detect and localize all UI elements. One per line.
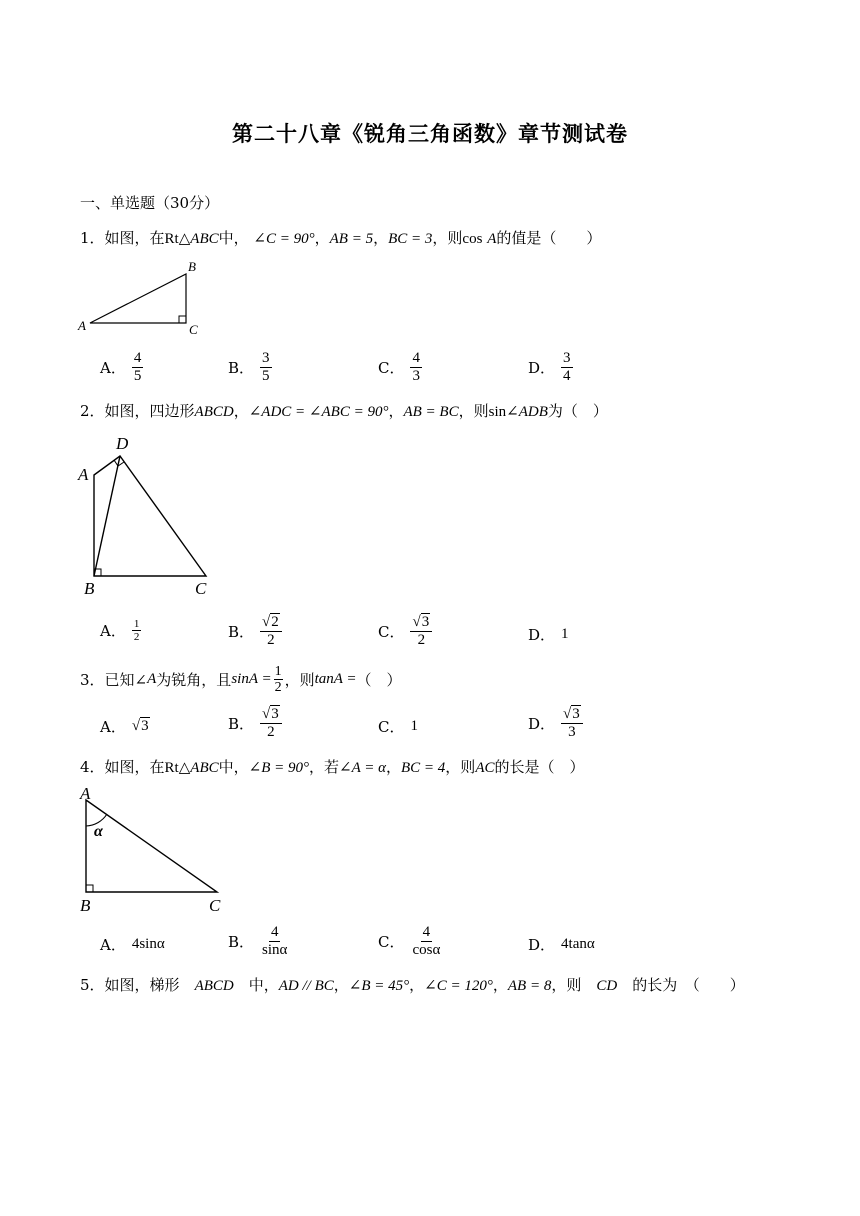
triangle-abc [86,800,217,892]
angle-label-alpha: α [94,823,103,840]
q4-option-b[interactable]: B． $\frac{4}{\sin\alpha}$ [228,924,288,958]
q2-option-b[interactable]: B． $\frac{√2}{2}$ [228,614,282,649]
triangle-abc [90,274,186,323]
q2-option-d[interactable]: D． 1 [528,626,569,644]
question-5-text: 5．如图，梯形 ABCD 中，AD // BC，∠B = 45°，∠C = 120°，AB = 8，则 CD 的长为 （ ） [80,976,745,994]
vertex-label-b: B [80,896,91,915]
q3-option-a[interactable]: A． √3 [100,718,149,736]
q3-option-c[interactable]: C． 1 [378,718,418,736]
q2-option-c[interactable]: C． $\frac{√3}{2}$ [378,614,432,649]
page-title: 第二十八章《锐角三角函数》章节测试卷 [232,122,628,146]
section-heading: 一、单选题（30分） [80,194,220,212]
q1-option-d[interactable]: D． $\frac{3}{4}$ [528,350,571,384]
vertex-label-a: A [78,465,89,484]
q3-option-b[interactable]: B． $\frac{√3}{2}$ [228,706,282,741]
q4-option-c[interactable]: C． $\frac{4}{\cos\alpha}$ [378,924,441,958]
vertex-label-b: B [188,259,196,274]
q4-option-a[interactable]: A． 4sinα [100,936,165,954]
question-1-text: 1．如图，在Rt△ABC中， ∠C = 90°，AB = 5，BC = 3，则cos A的值是（ ） [80,229,602,247]
q2-option-a[interactable]: A． $\frac{1}{2}$ [100,618,140,643]
question-4-figure [72,782,232,918]
question-1-figure [76,256,206,340]
vertex-label-c: C [195,579,207,598]
question-2-figure [74,430,220,600]
vertex-label-a: A [80,784,91,803]
question-4-text: 4．如图，在Rt△ABC中，∠B = 90°，若∠A = α，BC = 4，则AC的长是（ ） [80,758,585,776]
vertex-label-a: A [78,318,86,333]
quadrilateral-abcd [94,456,206,576]
question-2-text: 2．如图，四边形ABCD，∠ADC = ∠ABC = 90°，AB = BC，则sin∠ADB为（ ） [80,402,608,420]
q3-option-d[interactable]: D． $\frac{√3}{3}$ [528,706,583,741]
question-3-text: 3．已知∠ A 为锐角，且 sinA = $\frac{1}{2}$ ，则 tanA = （ ） [80,664,402,695]
vertex-label-b: B [84,579,95,598]
q1-option-a[interactable]: A． $\frac{4}{5}$ [100,350,142,384]
vertex-label-c: C [209,896,221,915]
q4-option-d[interactable]: D． 4tanα [528,936,595,954]
vertex-label-c: C [189,322,198,337]
q1-option-c[interactable]: C． $\frac{4}{3}$ [378,350,420,384]
vertex-label-d: D [116,434,129,453]
q1-option-b[interactable]: B． $\frac{3}{5}$ [228,350,270,384]
